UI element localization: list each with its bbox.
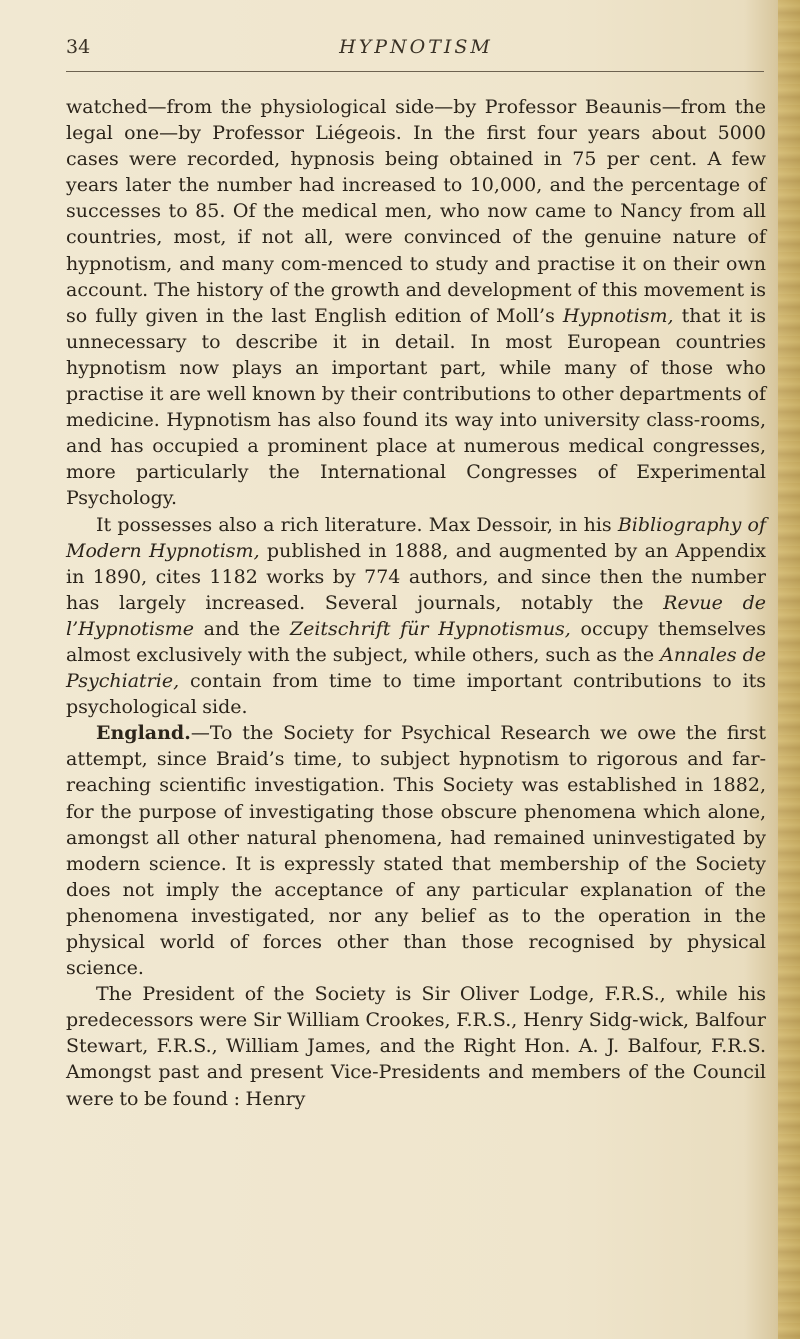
paragraph2-text-b: published in 1888, and augmented by an Appendix in 1890, cites 1182 works by 774 authors, and since then the number has largely increased. Several journals, notably the bbox=[66, 539, 766, 614]
title-zeitschrift: Zeitschrift für Hypnotismus, bbox=[289, 617, 571, 640]
paragraph-literature bbox=[66, 512, 766, 721]
paragraph2-text-a: It possesses also a rich literature. Max Dessoir, in his bbox=[96, 513, 618, 536]
page-number: 34 bbox=[66, 36, 91, 58]
paragraph2-text-d: occupy themselves almost exclusively with the subject, while others, such as the bbox=[66, 617, 766, 666]
header-rule bbox=[66, 71, 764, 72]
page-edge-shadow bbox=[778, 0, 800, 1339]
paragraph2-text-c: and the bbox=[193, 617, 290, 640]
running-title: HYPNOTISM bbox=[339, 36, 493, 58]
body-text bbox=[66, 94, 766, 1112]
paragraph3-text: —To the Society for Psychical Research we owe the first attempt, since Braid’s time, to subject hypnotism to rigorous and far-reaching scientific investigation. This Society was established in 1882, for the purpose of investigating those obscure phenomena which alone, amongst all other natural phenomena, had remained uninvestigated by modern science. It is expressly stated that membership of the Society does not imply the acceptance of any particular explanation of the phenomena investigated, nor any belief as to the operation in the physical world of forces other than those recognised by physical science. bbox=[66, 722, 766, 980]
paragraph1-text-a: watched—from the physiological side—by Professor Beaunis—from the legal one—by Professor Liégeois. In the first four years about 5000 cases were recorded, hypnosis being obtained in 75 per cent. A few years later the number had increased to 10,000, and the percentage of successes to 85. Of the medical men, who now came to Nancy from all countries, most, if not all, were convinced of the genuine nature of hypnotism, and many com-menced to study and practise it on their own account. The history of the growth and development of this movement is so fully given in the last English edition of Moll’s bbox=[66, 96, 766, 327]
paragraph-president bbox=[66, 981, 766, 1111]
title-annales: Annales de Psychiatrie, bbox=[66, 643, 766, 693]
title-revue: Revue de l’Hypnotisme bbox=[66, 591, 766, 640]
section-heading-england: England. bbox=[96, 722, 191, 745]
paragraph-continuation bbox=[66, 94, 766, 512]
title-hypnotism: Hypnotism, bbox=[562, 304, 674, 327]
title-bibliography: Bibliography of Modern Hypnotism, bbox=[66, 513, 766, 562]
page-header bbox=[66, 34, 766, 60]
paragraph4-text: The President of the Society is Sir Oliver Lodge, F.R.S., while his predecessors were Sir William Crookes, F.R.S., Henry Sidg-wick, Balfour Stewart, F.R.S., William James, and the Right Hon. A. J. Balfour, F.R.S. Amongst past and present Vice-Presidents and members of the Council were to be found : Henry bbox=[66, 983, 766, 1110]
paragraph2-text-e: contain from time to time important contributions to its psychological side. bbox=[66, 670, 766, 719]
paragraph1-text-b: that it is unnecessary to describe it in detail. In most European countries hypnotism now plays an important part, while many of those who practise it are well known by their contributions to other departments of medicine. Hypnotism has also found its way into university class-rooms, and has occupied a prominent place at numerous medical congresses, more particularly the International Congresses of Experimental Psychology. bbox=[66, 304, 766, 510]
paragraph-england bbox=[66, 720, 766, 981]
